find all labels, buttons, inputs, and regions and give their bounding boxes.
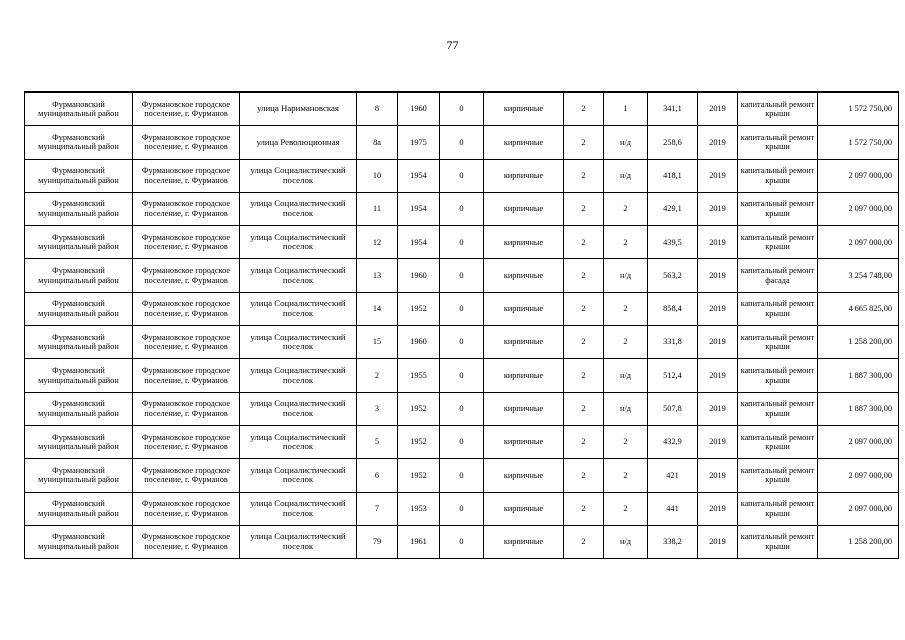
settlement-cell: Фурмановское городское поселение, г. Фурманов: [133, 259, 240, 292]
table-row: [25, 226, 899, 259]
zero-cell: 0: [440, 459, 484, 492]
wall-material-cell: кирпичные: [484, 292, 564, 325]
zero-cell: 0: [440, 425, 484, 458]
settlement-cell: Фурмановское городское поселение, г. Фурманов: [133, 459, 240, 492]
work-type-cell: капитальный ремонт крыши: [738, 226, 818, 259]
cost-cell: 2 097 000,00: [818, 459, 899, 492]
zero-cell: 0: [440, 159, 484, 192]
entrances-cell: 1: [604, 92, 648, 126]
house-number-cell: 12: [357, 226, 398, 259]
entrances-cell: 2: [604, 492, 648, 525]
zero-cell: 0: [440, 126, 484, 159]
work-type-cell: капитальный ремонт крыши: [738, 492, 818, 525]
year-cell: 1960: [398, 92, 440, 126]
plan-year-cell: 2019: [698, 492, 738, 525]
work-type-cell: капитальный ремонт крыши: [738, 292, 818, 325]
cost-cell: 1 258 200,00: [818, 326, 899, 359]
house-number-cell: 8: [357, 92, 398, 126]
work-type-cell: капитальный ремонт крыши: [738, 392, 818, 425]
street-cell: улица Революционная: [240, 126, 357, 159]
plan-year-cell: 2019: [698, 459, 738, 492]
year-cell: 1954: [398, 159, 440, 192]
district-cell: Фурмановский муниципальный район: [25, 326, 133, 359]
street-cell: улица Социалистический поселок: [240, 492, 357, 525]
wall-material-cell: кирпичные: [484, 359, 564, 392]
wall-material-cell: кирпичные: [484, 492, 564, 525]
street-cell: улица Социалистический поселок: [240, 326, 357, 359]
year-cell: 1952: [398, 425, 440, 458]
house-number-cell: 3: [357, 392, 398, 425]
plan-year-cell: 2019: [698, 392, 738, 425]
area-cell: 858,4: [648, 292, 698, 325]
cost-cell: 1 258 200,00: [818, 525, 899, 558]
settlement-cell: Фурмановское городское поселение, г. Фурманов: [133, 359, 240, 392]
wall-material-cell: кирпичные: [484, 192, 564, 225]
zero-cell: 0: [440, 92, 484, 126]
area-cell: 331,8: [648, 326, 698, 359]
floors-cell: 2: [564, 259, 604, 292]
table-row: [25, 192, 899, 225]
work-type-cell: капитальный ремонт крыши: [738, 126, 818, 159]
plan-year-cell: 2019: [698, 326, 738, 359]
wall-material-cell: кирпичные: [484, 425, 564, 458]
entrances-cell: 2: [604, 425, 648, 458]
settlement-cell: Фурмановское городское поселение, г. Фурманов: [133, 425, 240, 458]
year-cell: 1952: [398, 459, 440, 492]
entrances-cell: 2: [604, 192, 648, 225]
settlement-cell: Фурмановское городское поселение, г. Фурманов: [133, 92, 240, 126]
plan-year-cell: 2019: [698, 126, 738, 159]
district-cell: Фурмановский муниципальный район: [25, 292, 133, 325]
settlement-cell: Фурмановское городское поселение, г. Фурманов: [133, 192, 240, 225]
zero-cell: 0: [440, 259, 484, 292]
zero-cell: 0: [440, 492, 484, 525]
street-cell: улица Социалистический поселок: [240, 159, 357, 192]
street-cell: улица Социалистический поселок: [240, 459, 357, 492]
district-cell: Фурмановский муниципальный район: [25, 159, 133, 192]
work-type-cell: капитальный ремонт крыши: [738, 159, 818, 192]
table-row: [25, 126, 899, 159]
street-cell: улица Социалистический поселок: [240, 392, 357, 425]
wall-material-cell: кирпичные: [484, 525, 564, 558]
year-cell: 1952: [398, 292, 440, 325]
cost-cell: 1 887 300,00: [818, 392, 899, 425]
house-number-cell: 8а: [357, 126, 398, 159]
entrances-cell: н/д: [604, 359, 648, 392]
house-number-cell: 10: [357, 159, 398, 192]
plan-year-cell: 2019: [698, 259, 738, 292]
cost-cell: 2 097 000,00: [818, 492, 899, 525]
work-type-cell: капитальный ремонт крыши: [738, 459, 818, 492]
area-cell: 441: [648, 492, 698, 525]
table-row: [25, 92, 899, 126]
wall-material-cell: кирпичные: [484, 226, 564, 259]
work-type-cell: капитальный ремонт крыши: [738, 425, 818, 458]
settlement-cell: Фурмановское городское поселение, г. Фурманов: [133, 525, 240, 558]
area-cell: 338,2: [648, 525, 698, 558]
year-cell: 1954: [398, 226, 440, 259]
page-number: 77: [446, 38, 459, 52]
table-row: [25, 425, 899, 458]
plan-year-cell: 2019: [698, 359, 738, 392]
work-type-cell: капитальный ремонт крыши: [738, 92, 818, 126]
cost-cell: 2 097 000,00: [818, 159, 899, 192]
table-row: [25, 459, 899, 492]
floors-cell: 2: [564, 425, 604, 458]
area-cell: 512,4: [648, 359, 698, 392]
area-cell: 258,6: [648, 126, 698, 159]
floors-cell: 2: [564, 326, 604, 359]
zero-cell: 0: [440, 192, 484, 225]
year-cell: 1954: [398, 192, 440, 225]
settlement-cell: Фурмановское городское поселение, г. Фурманов: [133, 126, 240, 159]
district-cell: Фурмановский муниципальный район: [25, 126, 133, 159]
year-cell: 1960: [398, 259, 440, 292]
year-cell: 1952: [398, 392, 440, 425]
area-cell: 432,9: [648, 425, 698, 458]
house-number-cell: 5: [357, 425, 398, 458]
floors-cell: 2: [564, 392, 604, 425]
entrances-cell: 2: [604, 292, 648, 325]
entrances-cell: 2: [604, 326, 648, 359]
area-cell: 429,1: [648, 192, 698, 225]
floors-cell: 2: [564, 459, 604, 492]
settlement-cell: Фурмановское городское поселение, г. Фурманов: [133, 292, 240, 325]
floors-cell: 2: [564, 92, 604, 126]
area-cell: 507,8: [648, 392, 698, 425]
settlement-cell: Фурмановское городское поселение, г. Фурманов: [133, 492, 240, 525]
floors-cell: 2: [564, 492, 604, 525]
floors-cell: 2: [564, 192, 604, 225]
plan-year-cell: 2019: [698, 292, 738, 325]
buildings-table: [24, 91, 899, 559]
work-type-cell: капитальный ремонт крыши: [738, 326, 818, 359]
street-cell: улица Наримановская: [240, 92, 357, 126]
plan-year-cell: 2019: [698, 159, 738, 192]
floors-cell: 2: [564, 292, 604, 325]
street-cell: улица Социалистический поселок: [240, 359, 357, 392]
district-cell: Фурмановский муниципальный район: [25, 425, 133, 458]
cost-cell: 2 097 000,00: [818, 226, 899, 259]
zero-cell: 0: [440, 292, 484, 325]
floors-cell: 2: [564, 525, 604, 558]
street-cell: улица Социалистический поселок: [240, 425, 357, 458]
house-number-cell: 6: [357, 459, 398, 492]
table-row: [25, 392, 899, 425]
year-cell: 1961: [398, 525, 440, 558]
zero-cell: 0: [440, 226, 484, 259]
area-cell: 563,2: [648, 259, 698, 292]
work-type-cell: капитальный ремонт фасада: [738, 259, 818, 292]
house-number-cell: 13: [357, 259, 398, 292]
district-cell: Фурмановский муниципальный район: [25, 492, 133, 525]
year-cell: 1953: [398, 492, 440, 525]
cost-cell: 1 572 750,00: [818, 92, 899, 126]
settlement-cell: Фурмановское городское поселение, г. Фурманов: [133, 226, 240, 259]
plan-year-cell: 2019: [698, 525, 738, 558]
street-cell: улица Социалистический поселок: [240, 525, 357, 558]
table-row: [25, 259, 899, 292]
entrances-cell: 2: [604, 226, 648, 259]
floors-cell: 2: [564, 359, 604, 392]
house-number-cell: 11: [357, 192, 398, 225]
entrances-cell: н/д: [604, 392, 648, 425]
table-row: [25, 492, 899, 525]
district-cell: Фурмановский муниципальный район: [25, 392, 133, 425]
cost-cell: 1 572 750,00: [818, 126, 899, 159]
floors-cell: 2: [564, 226, 604, 259]
wall-material-cell: кирпичные: [484, 159, 564, 192]
wall-material-cell: кирпичные: [484, 392, 564, 425]
table-row: [25, 359, 899, 392]
area-cell: 439,5: [648, 226, 698, 259]
floors-cell: 2: [564, 159, 604, 192]
table-row: [25, 292, 899, 325]
year-cell: 1955: [398, 359, 440, 392]
district-cell: Фурмановский муниципальный район: [25, 359, 133, 392]
year-cell: 1960: [398, 326, 440, 359]
area-cell: 341,1: [648, 92, 698, 126]
street-cell: улица Социалистический поселок: [240, 259, 357, 292]
zero-cell: 0: [440, 326, 484, 359]
house-number-cell: 7: [357, 492, 398, 525]
district-cell: Фурмановский муниципальный район: [25, 226, 133, 259]
table-row: [25, 326, 899, 359]
zero-cell: 0: [440, 359, 484, 392]
wall-material-cell: кирпичные: [484, 326, 564, 359]
cost-cell: 2 097 000,00: [818, 425, 899, 458]
house-number-cell: 2: [357, 359, 398, 392]
district-cell: Фурмановский муниципальный район: [25, 525, 133, 558]
cost-cell: 3 254 748,00: [818, 259, 899, 292]
settlement-cell: Фурмановское городское поселение, г. Фурманов: [133, 326, 240, 359]
house-number-cell: 15: [357, 326, 398, 359]
cost-cell: 2 097 000,00: [818, 192, 899, 225]
plan-year-cell: 2019: [698, 92, 738, 126]
entrances-cell: н/д: [604, 126, 648, 159]
wall-material-cell: кирпичные: [484, 92, 564, 126]
entrances-cell: н/д: [604, 159, 648, 192]
plan-year-cell: 2019: [698, 425, 738, 458]
entrances-cell: н/д: [604, 525, 648, 558]
work-type-cell: капитальный ремонт крыши: [738, 525, 818, 558]
street-cell: улица Социалистический поселок: [240, 226, 357, 259]
work-type-cell: капитальный ремонт крыши: [738, 192, 818, 225]
wall-material-cell: кирпичные: [484, 259, 564, 292]
district-cell: Фурмановский муниципальный район: [25, 92, 133, 126]
settlement-cell: Фурмановское городское поселение, г. Фурманов: [133, 392, 240, 425]
wall-material-cell: кирпичные: [484, 459, 564, 492]
year-cell: 1975: [398, 126, 440, 159]
plan-year-cell: 2019: [698, 226, 738, 259]
cost-cell: 1 887 300,00: [818, 359, 899, 392]
district-cell: Фурмановский муниципальный район: [25, 459, 133, 492]
zero-cell: 0: [440, 525, 484, 558]
entrances-cell: н/д: [604, 259, 648, 292]
wall-material-cell: кирпичные: [484, 126, 564, 159]
district-cell: Фурмановский муниципальный район: [25, 192, 133, 225]
zero-cell: 0: [440, 392, 484, 425]
street-cell: улица Социалистический поселок: [240, 192, 357, 225]
settlement-cell: Фурмановское городское поселение, г. Фурманов: [133, 159, 240, 192]
house-number-cell: 79: [357, 525, 398, 558]
house-number-cell: 14: [357, 292, 398, 325]
plan-year-cell: 2019: [698, 192, 738, 225]
table-row: [25, 525, 899, 558]
entrances-cell: 2: [604, 459, 648, 492]
area-cell: 418,1: [648, 159, 698, 192]
floors-cell: 2: [564, 126, 604, 159]
street-cell: улица Социалистический поселок: [240, 292, 357, 325]
district-cell: Фурмановский муниципальный район: [25, 259, 133, 292]
table-body: [25, 92, 899, 559]
area-cell: 421: [648, 459, 698, 492]
cost-cell: 4 665 825,00: [818, 292, 899, 325]
work-type-cell: капитальный ремонт крыши: [738, 359, 818, 392]
table-row: [25, 159, 899, 192]
